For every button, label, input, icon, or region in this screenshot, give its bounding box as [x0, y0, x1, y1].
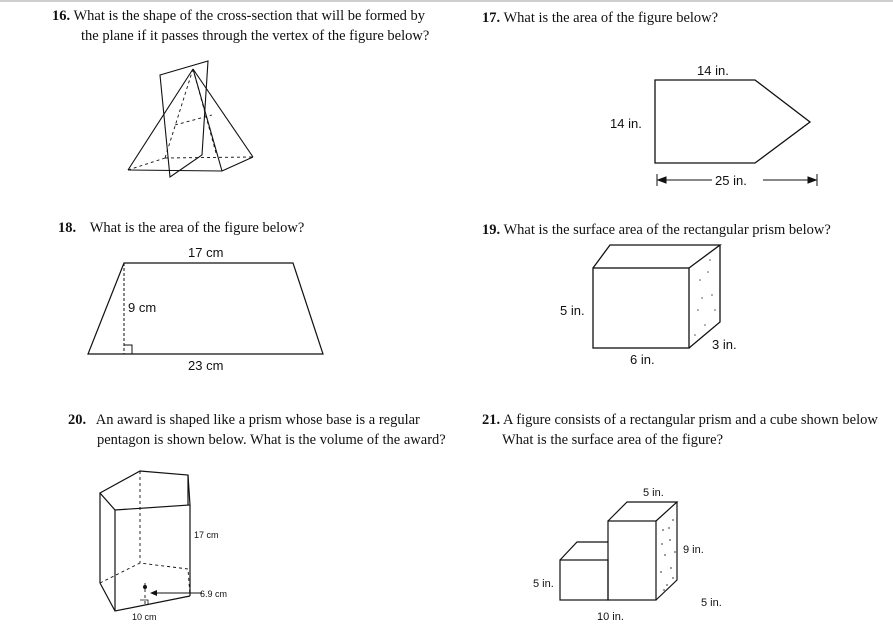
question-21: [482, 410, 878, 450]
question-19: [482, 220, 831, 240]
question-text-line1: What is the shape of the cross-section that will be formed by: [73, 8, 426, 24]
question-number: 18.: [58, 220, 77, 236]
question-number: 16.: [52, 8, 71, 24]
rectangular-prism-figure: [550, 240, 780, 370]
label-left: 14 in.: [610, 116, 642, 131]
prism-and-cube-figure: [525, 480, 725, 624]
question-17: [482, 8, 718, 28]
pyramid-plane-figure: [120, 55, 265, 180]
question-text-line1: What is the area of the figure below?: [503, 10, 719, 26]
question-text-line2: pentagon is shown below. What is the volume of the award?: [97, 432, 446, 448]
question-number: 17.: [482, 10, 501, 26]
label-apothem: 6.9 cm: [200, 589, 228, 599]
pentagonal-prism-figure: [90, 465, 265, 624]
trapezoid-figure: [80, 240, 335, 380]
pentagon-house-figure: [600, 55, 830, 200]
label-top: 17 cm: [188, 245, 224, 260]
label-bottom: 23 cm: [188, 358, 224, 373]
label-depth: 3 in.: [712, 337, 737, 352]
label-width: 6 in.: [630, 352, 655, 367]
question-text-line2: the plane if it passes through the vertex of the figure below?: [81, 28, 430, 44]
label-height: 9 cm: [128, 300, 157, 315]
label-depth: 5 in.: [701, 597, 722, 609]
question-text-line1: What is the surface area of the rectangular prism below?: [503, 222, 831, 238]
label-cube-top: 5 in.: [643, 487, 664, 499]
question-number: 20.: [68, 412, 87, 428]
label-bottom: 25 in.: [715, 173, 747, 188]
label-length: 10 in.: [597, 611, 624, 623]
question-number: 21.: [482, 412, 501, 428]
label-top: 14 in.: [697, 63, 729, 78]
top-border: [0, 0, 893, 2]
question-text-line2: What is the surface area of the figure?: [502, 432, 724, 448]
question-text-line1: What is the area of the figure below?: [89, 220, 305, 236]
label-cube-left: 5 in.: [533, 578, 554, 590]
label-side: 10 cm: [132, 612, 157, 622]
question-20: [68, 410, 446, 450]
label-height: 5 in.: [560, 303, 585, 318]
question-18: [58, 218, 304, 238]
label-prism-height: 9 in.: [683, 544, 704, 556]
question-16: [52, 6, 429, 46]
question-text-line1: An award is shaped like a prism whose base is a regular: [95, 412, 420, 428]
label-height: 17 cm: [194, 530, 219, 540]
question-text-line1: A figure consists of a rectangular prism and a cube shown below: [502, 412, 878, 428]
question-number: 19.: [482, 222, 501, 238]
